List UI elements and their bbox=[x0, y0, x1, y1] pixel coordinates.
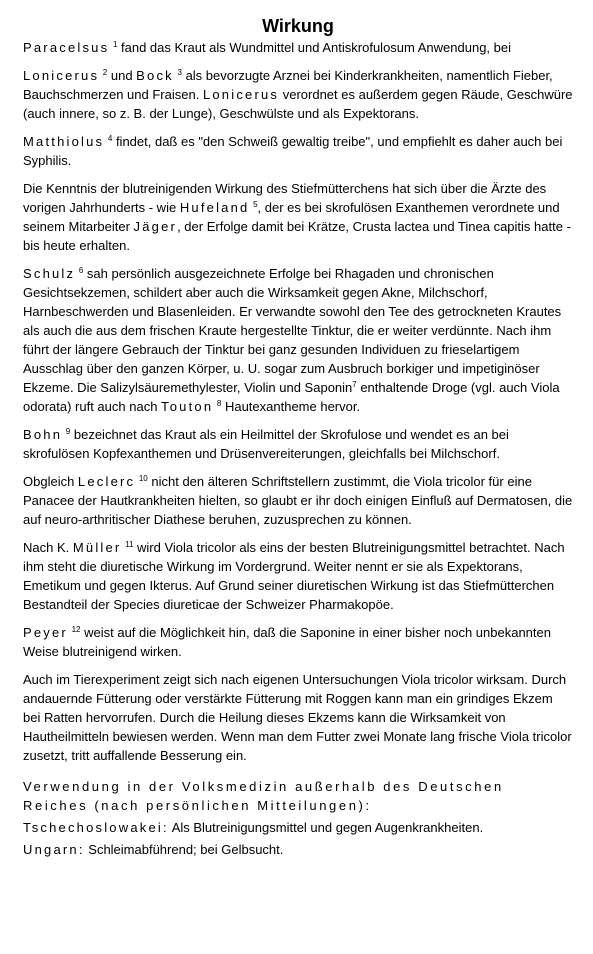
footnote-ref[interactable]: 7 bbox=[352, 380, 357, 389]
footnote-ref[interactable]: 12 bbox=[71, 625, 81, 634]
footnote-ref[interactable]: 5 bbox=[253, 200, 258, 209]
paragraph-bohn: Bohn $^9$ bezeichnet das Kraut als ein Heilmittel der Skrofulose und wendet es an bei skrofulösen Kopfexanthemen und Drüsenvereiterungen, gleichfalls bei Milchschorf. bbox=[23, 427, 509, 461]
footnote-ref[interactable]: 1 bbox=[112, 40, 118, 49]
author-name: Lonicerus bbox=[23, 68, 100, 83]
author-name: Matthiolus bbox=[23, 134, 105, 149]
paragraph-lonicerus-bock: Lonicerus $^2$ und Bock $^3$ als bevorzugte Arznei bei Kinderkrankheiten, namentlich Fieber, Bauchschmerzen und Fraisen. Lonicerus verordnet es außerdem gegen Räude, Geschwüre (auch innere, so z. B. der Lunge), Geschwülste und als Expektorans. bbox=[23, 68, 573, 121]
author-name: Paracelsus bbox=[23, 40, 110, 55]
page-title: Wirkung bbox=[262, 16, 334, 36]
author-name: Touton bbox=[161, 399, 214, 414]
author-name: Jäger bbox=[133, 219, 178, 234]
author-name: Bock bbox=[136, 68, 174, 83]
author-name: Hufeland bbox=[179, 200, 250, 215]
footnote-ref[interactable]: 8 bbox=[216, 399, 222, 408]
country-name: Ungarn: bbox=[23, 842, 85, 857]
paragraph-leclerc: Obgleich Leclerc $^{10}$ nicht den älteren Schriftstellern zustimmt, die Viola tricolor für eine Panacee der Hautkrankheiten hielten, so glaubt er ihr doch einigen Einfluß auf Dermatosen, die auf neuro-arthritischer Diathese beruhen, zuzusprechen zu können. bbox=[23, 474, 573, 527]
paragraph-paracelsus: Paracelsus $^1$ fand das Kraut als Wundmittel und Antiskrofulosum Anwendung, bei bbox=[23, 40, 511, 55]
paragraph-tierexperiment: Auch im Tierexperiment zeigt sich nach eigenen Untersuchungen Viola tricolor wirksam. Durch andauernde Fütterung oder verstärkte Fütterung mit Roggen kann man ein grindiges Ekzem bei Ratten hervorrufen. Durch die Heilung dieses Ekzems kann die Wirksamkeit von Hautheilmitteln bewiesen werden. Wenn man dem Futter zwei Monate lang frische Viola tricolor zusetzt, tritt auffallende Besserung ein. bbox=[23, 672, 572, 763]
country-name: Tschechoslowakei: bbox=[23, 820, 169, 835]
footnote-ref[interactable]: 6 bbox=[78, 266, 84, 275]
paragraph-hufeland: Die Kenntnis der blutreinigenden Wirkung des Stiefmütterchens hat sich über die Ärzte des vorigen Jahrhunderts - wie Hufeland $^5$, der es bei skrofulösen Exanthemen verordnete und seinem Mitarbeiter Jäger, der Erfolge damit bei Krätze, Crusta lactea und Tinea capitis hatte - bis heute erhalten. bbox=[23, 181, 571, 253]
volksmedizin-entry: Ungarn: Schleimabführend; bei Gelbsucht. bbox=[23, 842, 284, 857]
paragraph-mueller: Nach K. Müller $^{11}$ wird Viola tricolor als eins der besten Blutreinigungsmittel betrachtet. Nach ihm steht die diuretische Wirkung im Vordergrund. Weiter nennt er sie als Expektorans, Emetikum und gegen Ikterus. Auf Grund seiner diuretischen Wirkung ist das Stiefmütterchen Bestandteil der Species diureticae der Schweizer Pharmakopöe. bbox=[23, 540, 565, 612]
paragraph-matthiolus: Matthiolus $^4$ findet, daß es "den Schweiß gewaltig treibe", und empfiehlt es daher auch bei Syphilis. bbox=[23, 134, 563, 168]
footnote-ref[interactable]: 2 bbox=[102, 68, 108, 77]
author-name: Leclerc bbox=[77, 474, 136, 489]
author-name: Lonicerus bbox=[202, 87, 280, 102]
footnote-ref[interactable]: 11 bbox=[125, 540, 134, 549]
author-name: Schulz bbox=[23, 266, 76, 281]
volksmedizin-entry: Tschechoslowakei: Als Blutreinigungsmittel und gegen Augenkrankheiten. bbox=[23, 820, 484, 835]
paragraph-schulz: Schulz $^6$ sah persönlich ausgezeichnete Erfolge bei Rhagaden und chronischen Gesichtsekzemen, schildert aber auch die Wirksamkeit gegen Akne, Milchschorf, Harnbeschwerden und Blasenleiden. Er verwandte sowohl den Tee des getrockneten Krautes als auch die aus dem frischen Kraute hergestellte Tinktur, die er weiter verdünnte. Nach ihm führt der längere Gebrauch der Tinktur bei ganz gesunden Individuen zu frieselartigem Ausschlag über den ganzen Körper, u. U. sogar zum Ausbruch borkiger und impetiginöser Ekzeme. Die Salizylsäuremethylester, Violin und Saponin$^7$ enthaltende Droge (vgl. auch Viola odorata) ruft auch nach Touton $^8$ Hautexantheme hervor. bbox=[23, 266, 562, 414]
author-name: Peyer bbox=[23, 625, 68, 640]
footnote-ref[interactable]: 10 bbox=[138, 474, 148, 483]
paragraph-peyer: Peyer $^{12}$ weist auf die Möglichkeit hin, daß die Saponine in einer bisher noch unbekannten Weise blutreinigend wirken. bbox=[23, 625, 551, 659]
footnote-ref[interactable]: 4 bbox=[107, 134, 113, 143]
footnote-ref[interactable]: 3 bbox=[177, 68, 182, 77]
footnote-ref[interactable]: 9 bbox=[65, 427, 71, 436]
author-name: Bohn bbox=[23, 427, 63, 442]
volksmedizin-heading: Verwendung in der Volksmedizin außerhalb des Deutschen Reiches (nach persönlichen Mitteilungen): bbox=[23, 779, 504, 813]
author-name: Müller bbox=[72, 540, 122, 555]
